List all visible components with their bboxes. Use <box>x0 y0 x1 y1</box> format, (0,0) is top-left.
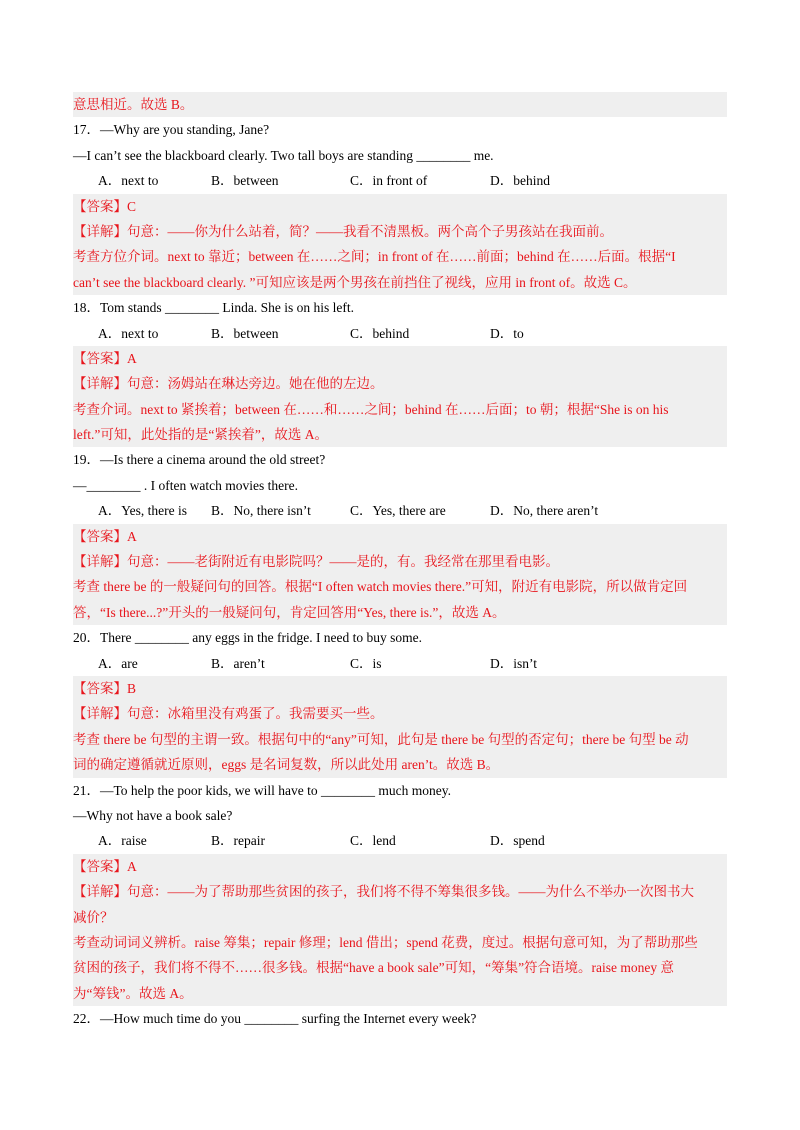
detail-line: 考查 there be 的一般疑问句的回答。根据“I often watch movies there.”可知，附近有电影院，所以做肯定回 <box>73 579 688 595</box>
answer-label: 【答案】A <box>73 350 137 366</box>
options-row <box>73 321 727 346</box>
options-row <box>73 651 727 676</box>
question-stem <box>73 295 727 320</box>
question-line: —Why are you standing, Jane? <box>100 122 270 138</box>
question-stem <box>73 117 727 142</box>
answer-label: 【答案】A <box>73 858 137 874</box>
question-line: —How much time do you ________ surfing the Internet every week? <box>100 1011 477 1027</box>
answer-label: 【答案】A <box>73 528 137 544</box>
detail-line: 【详解】句意：——你为什么站着，简？——我看不清黑板。两个高个子男孩站在我面前。 <box>73 223 613 239</box>
question-stem <box>73 1006 727 1031</box>
question-22 <box>73 1006 727 1031</box>
option-a: A．are <box>98 655 138 671</box>
detail-line: 减价？ <box>73 909 114 925</box>
question-line: —To help the poor kids, we will have to ________ much money. <box>100 782 451 798</box>
question-stem <box>73 778 727 803</box>
answer-block <box>73 194 727 296</box>
option-a: A．raise <box>98 833 147 849</box>
option-b: B．between <box>211 325 279 341</box>
question-line: —I can’t see the blackboard clearly. Two tall boys are standing ________ me. <box>73 147 494 163</box>
detail-line: 考查 there be 句型的主谓一致。根据句中的“any”可知，此句是 there be 句型的否定句；there be 句型 be 动 <box>73 731 689 747</box>
detail-line: 为“筹钱”。故选 A。 <box>73 985 193 1001</box>
option-c: C．is <box>350 655 382 671</box>
detail-line: 【详解】句意：——老街附近有电影院吗？——是的，有。我经常在那里看电影。 <box>73 554 559 570</box>
option-a: A．next to <box>98 325 159 341</box>
option-b: B．No, there isn’t <box>211 503 311 519</box>
option-a: A．next to <box>98 173 159 189</box>
question-number: 21． <box>73 782 100 798</box>
options-row <box>73 828 727 853</box>
question-number: 19． <box>73 452 100 468</box>
option-a: A．Yes, there is <box>98 503 188 519</box>
document-body <box>73 92 727 1031</box>
detail-line: 【详解】句意：——为了帮助那些贫困的孩子，我们将不得不筹集很多钱。——为什么不举办一次图书大 <box>73 884 694 900</box>
answer-block <box>73 524 727 626</box>
answer-block <box>73 676 727 778</box>
detail-line: 答，“Is there...?”开头的一般疑问句，肯定回答用“Yes, there is.”，故选 A。 <box>73 604 506 620</box>
option-d: D．isn’t <box>490 655 538 671</box>
option-b: B．between <box>211 173 279 189</box>
option-c: C．lend <box>350 833 396 849</box>
detail-line: left.”可知，此处指的是“紧挨着”，故选 A。 <box>73 427 328 443</box>
option-b: B．aren’t <box>211 655 265 671</box>
detail-line: can’t see the blackboard clearly. ”可知应该是两个男孩在前挡住了视线，应用 in front of。故选 C。 <box>73 274 637 290</box>
option-d: D．behind <box>490 173 550 189</box>
option-d: D．spend <box>490 833 545 849</box>
detail-line: 贫困的孩子，我们将不得不……很多钱。根据“have a book sale”可知，“筹集”符合语境。raise money 意 <box>73 960 675 976</box>
detail-line: 考查方位介词。next to 靠近；between 在……之间；in front of 在……前面；behind 在……后面。根据“I <box>73 249 676 265</box>
question-number: 18． <box>73 300 100 316</box>
question-line: Tom stands ________ Linda. She is on his left. <box>100 300 355 316</box>
question-20 <box>73 625 727 777</box>
question-line: —Why not have a book sale? <box>73 807 233 823</box>
answer-block <box>73 346 727 448</box>
option-c: C．behind <box>350 325 410 341</box>
question-line: —________ . I often watch movies there. <box>73 477 298 493</box>
option-d: D．to <box>490 325 524 341</box>
answer-block <box>73 854 727 1006</box>
answer-continuation: 意思相近。故选 B。 <box>73 92 727 117</box>
detail-line: 考查动词词义辨析。raise 筹集；repair 修理；lend 借出；spend 花费，度过。根据句意可知，为了帮助那些 <box>73 934 698 950</box>
question-line: There ________ any eggs in the fridge. I need to buy some. <box>100 630 423 646</box>
option-c: C．Yes, there are <box>350 503 446 519</box>
option-d: D．No, there aren’t <box>490 503 599 519</box>
question-21 <box>73 778 727 1007</box>
question-number: 20． <box>73 630 100 646</box>
question-18 <box>73 295 727 447</box>
option-c: C．in front of <box>350 173 428 189</box>
detail-line: 【详解】句意：汤姆站在琳达旁边。她在他的左边。 <box>73 376 384 392</box>
answer-label: 【答案】B <box>73 680 137 696</box>
detail-line: 【详解】句意：冰箱里没有鸡蛋了。我需要买一些。 <box>73 706 384 722</box>
options-row <box>73 498 727 523</box>
answer-label: 【答案】C <box>73 198 137 214</box>
options-row <box>73 168 727 193</box>
option-b: B．repair <box>211 833 265 849</box>
question-19 <box>73 447 727 625</box>
question-stem <box>73 625 727 650</box>
detail-line: 考查介词。next to 紧挨着；between 在……和……之间；behind 在……后面；to 朝；根据“She is on his <box>73 401 669 417</box>
detail-line: 词的确定遵循就近原则，eggs 是名词复数，所以此处用 aren’t。故选 B。 <box>73 757 500 773</box>
question-stem <box>73 447 727 472</box>
question-number: 22． <box>73 1011 100 1027</box>
question-number: 17． <box>73 122 100 138</box>
question-17 <box>73 117 727 295</box>
question-line: —Is there a cinema around the old street? <box>100 452 326 468</box>
